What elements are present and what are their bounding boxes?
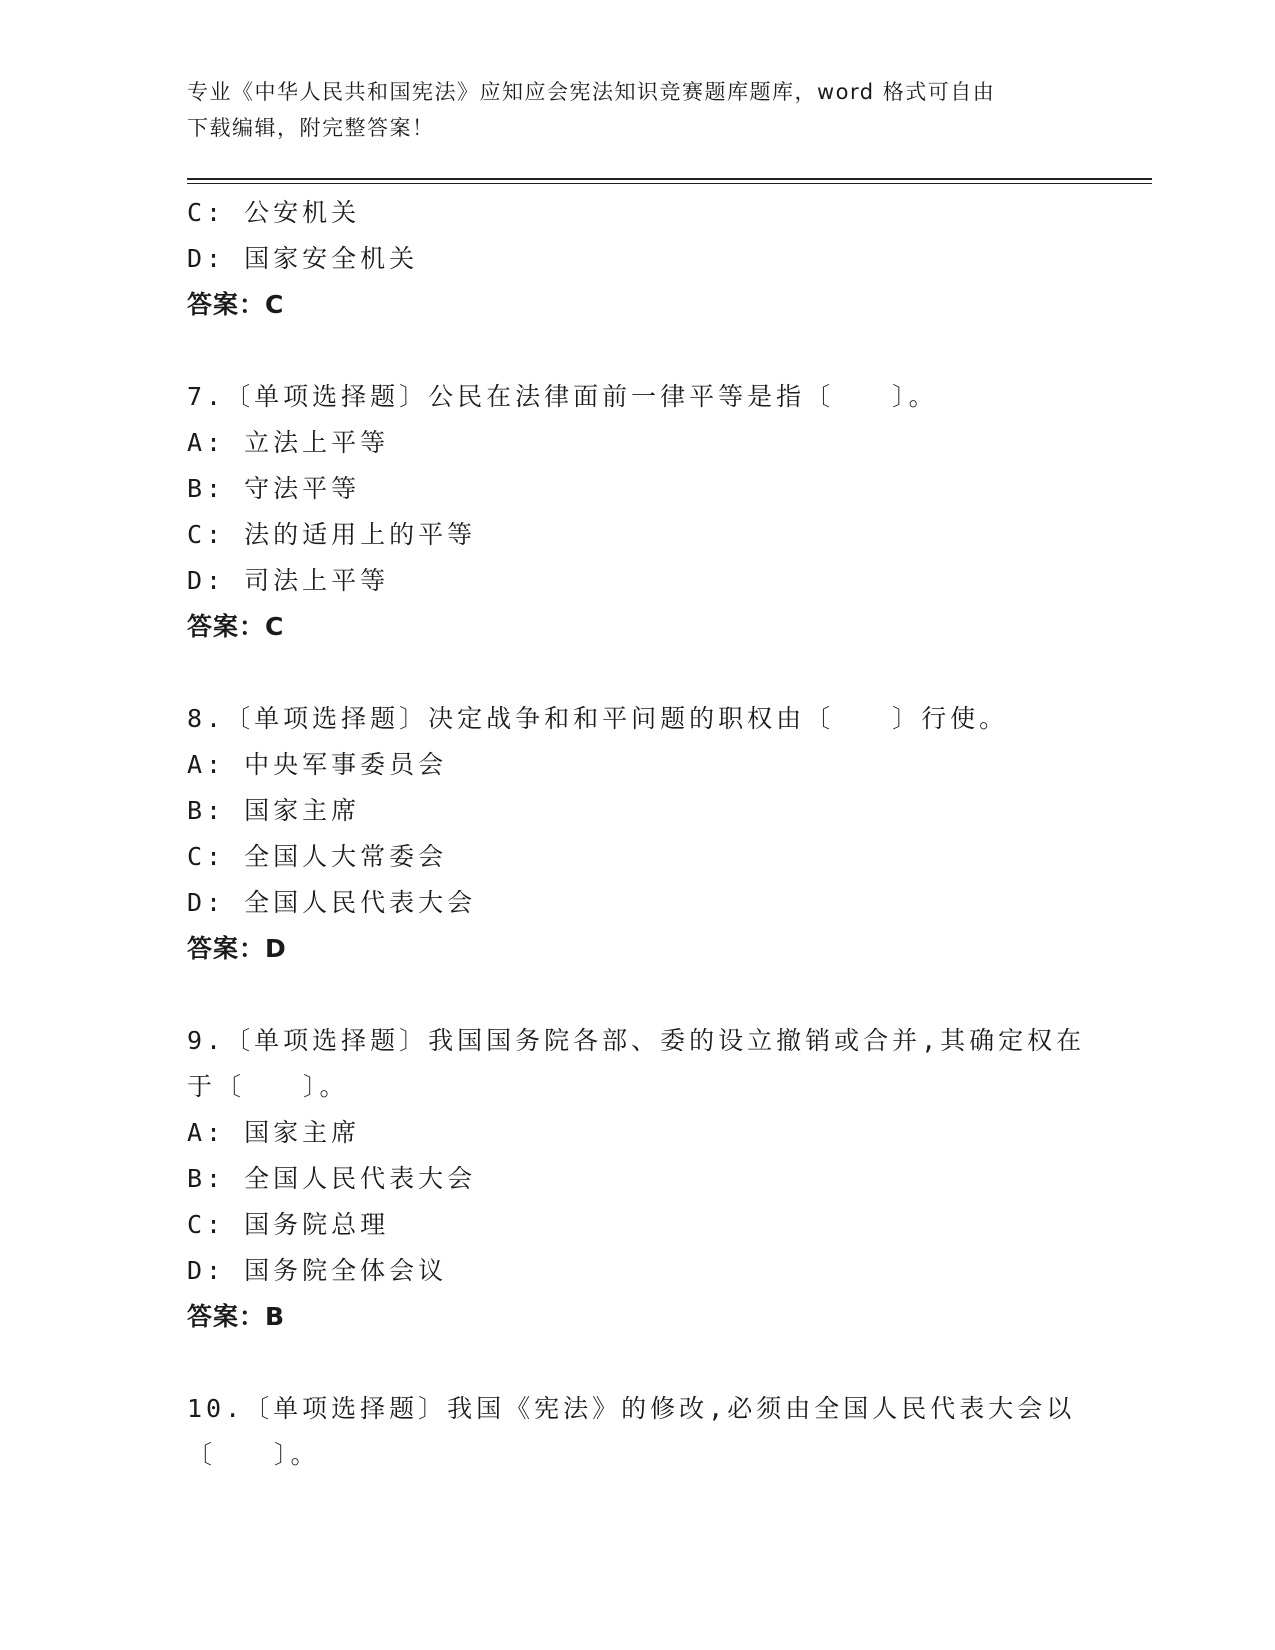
answer-label: 答案：C xyxy=(187,612,285,641)
option-d: D: 国家安全机关 xyxy=(187,244,419,273)
header-divider-thin xyxy=(187,183,1152,184)
question-stem-line-1: 10.〔单项选择题〕我国《宪法》的修改,必须由全国人民代表大会以 xyxy=(187,1394,1076,1423)
option-b: B: 守法平等 xyxy=(187,474,361,503)
question-stem-line-1: 9.〔单项选择题〕我国国务院各部、委的设立撤销或合并,其确定权在 xyxy=(187,1026,1086,1055)
answer-label: 答案：C xyxy=(187,290,285,319)
document-header xyxy=(187,74,1067,146)
answer-label: 答案：B xyxy=(187,1302,286,1331)
question-list xyxy=(187,190,1087,1478)
option-c: C: 公安机关 xyxy=(187,198,361,227)
question-8 xyxy=(187,696,1087,972)
option-c: C: 国务院总理 xyxy=(187,1210,390,1239)
answer-label: 答案：D xyxy=(187,934,287,963)
spacer xyxy=(187,650,1087,696)
option-a: A: 中央军事委员会 xyxy=(187,750,448,779)
spacer xyxy=(187,1340,1087,1386)
option-c: C: 全国人大常委会 xyxy=(187,842,448,871)
question-10 xyxy=(187,1386,1087,1478)
question-stem-line-2: 于〔 〕。 xyxy=(187,1072,349,1101)
option-d: D: 国务院全体会议 xyxy=(187,1256,448,1285)
option-d: D: 司法上平等 xyxy=(187,566,390,595)
option-b: B: 全国人民代表大会 xyxy=(187,1164,477,1193)
option-c: C: 法的适用上的平等 xyxy=(187,520,477,549)
option-a: A: 国家主席 xyxy=(187,1118,361,1147)
header-divider-thick xyxy=(187,178,1152,180)
option-b: B: 国家主席 xyxy=(187,796,361,825)
question-stem: 7.〔单项选择题〕公民在法律面前一律平等是指〔 〕。 xyxy=(187,382,938,411)
spacer xyxy=(187,972,1087,1018)
question-6-tail xyxy=(187,190,1087,328)
option-d: D: 全国人民代表大会 xyxy=(187,888,477,917)
question-stem: 8.〔单项选择题〕决定战争和和平问题的职权由〔 〕行使。 xyxy=(187,704,1009,733)
option-a: A: 立法上平等 xyxy=(187,428,390,457)
question-7 xyxy=(187,374,1087,650)
question-stem-line-2: 〔 〕。 xyxy=(187,1440,320,1469)
question-9 xyxy=(187,1018,1087,1340)
header-line-2: 下载编辑，附完整答案！ xyxy=(187,116,435,140)
header-line-1: 专业《中华人民共和国宪法》应知应会宪法知识竞赛题库题库，word 格式可自由 xyxy=(187,80,996,104)
spacer xyxy=(187,328,1087,374)
